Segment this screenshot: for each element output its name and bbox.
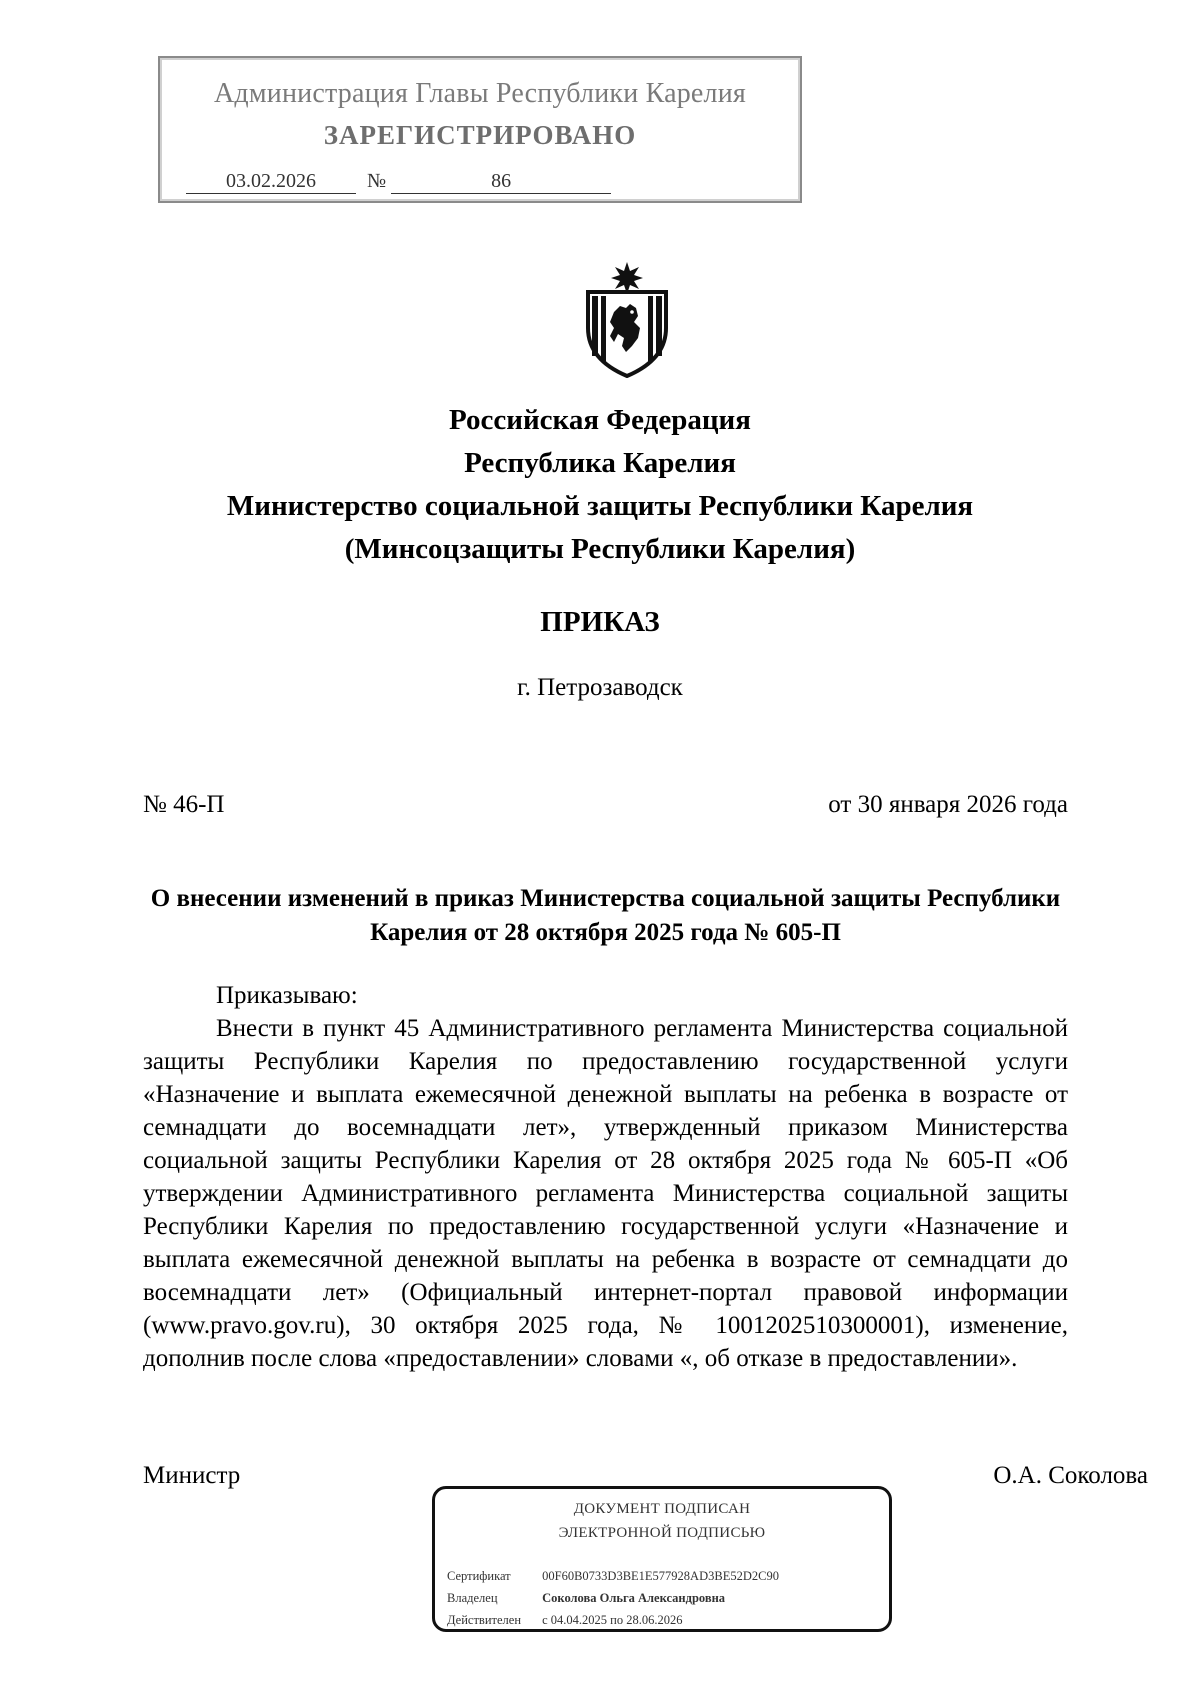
esign-title-line2: ЭЛЕКТРОННОЙ ПОДПИСЬЮ — [558, 1525, 766, 1541]
esign-owner-label: Владелец — [447, 1591, 498, 1605]
header-country: Российская Федерация — [449, 404, 751, 436]
esign-certificate: 00F60B0733D3BE1E577928AD3BE52D2C90 — [542, 1569, 779, 1583]
order-date: от 30 января 2026 года — [828, 791, 1068, 818]
signatory-name: О.А. Соколова — [993, 1462, 1148, 1489]
esign-owner-row — [447, 1591, 725, 1606]
document-city: г. Петрозаводск — [517, 674, 683, 701]
esign-owner: Соколова Ольга Александровна — [542, 1591, 726, 1605]
stamp-number: 86 — [391, 170, 611, 194]
header-ministry: Министерство социальной защиты Республики Карелия — [226, 490, 974, 522]
stamp-number-label: № — [367, 170, 387, 192]
esign-validity-row — [447, 1613, 683, 1628]
order-directive: Приказываю: — [216, 982, 358, 1009]
esign-valid: с 04.04.2025 по 28.06.2026 — [542, 1613, 683, 1627]
signatory-position: Министр — [143, 1462, 241, 1489]
stamp-registration-row — [186, 170, 611, 194]
header-republic: Республика Карелия — [464, 447, 736, 479]
order-subject: О внесении изменений в приказ Министерства социальной защиты Республики Карелия от 28 октября 2025 года № 605-П — [150, 885, 1061, 946]
stamp-status: ЗАРЕГИСТРИРОВАНО — [323, 120, 637, 150]
esign-certificate-label: Сертификат — [447, 1569, 511, 1583]
esign-valid-label: Действителен — [447, 1613, 522, 1627]
order-body-paragraph: Внести в пункт 45 Административного регламента Министерства социальной защиты Республики Карелия по предоставлению государственной услуги «Назначение и выплата ежемесячной денежной выплаты на ребенка в возрасте от семнадцати до восемнадцати лет», утвержденный приказом Министерства социальной защиты Республики Карелия от 28 октября 2025 года № 605-П «Об утверждении Административного регламента Министерства социальной защиты Республики Карелия по предоставлению государственной услуги «Назначение и выплата ежемесячной денежной выплаты на ребенка в возрасте от семнадцати до восемнадцати лет» (Официальный интернет-портал правовой информации (www.pravo.gov.ru), 30 октября 2025 года, № 1001202510300001), изменение, дополнив после слова «предоставлении» словами «, об отказе в предоставлении». — [143, 1015, 1068, 1372]
karelia-coat-of-arms-icon — [580, 262, 674, 378]
registration-stamp — [158, 56, 802, 203]
stamp-date: 03.02.2026 — [186, 170, 356, 194]
esign-certificate-row — [447, 1569, 779, 1584]
header-ministry-short: (Минсоцзащиты Республики Карелия) — [344, 533, 856, 565]
stamp-authority: Администрация Главы Республики Карелия — [214, 78, 746, 109]
esign-title-line1: ДОКУМЕНТ ПОДПИСАН — [573, 1501, 751, 1517]
electronic-signature-stamp — [432, 1486, 892, 1632]
order-number: № 46-П — [143, 791, 225, 818]
document-type: ПРИКАЗ — [540, 606, 660, 638]
